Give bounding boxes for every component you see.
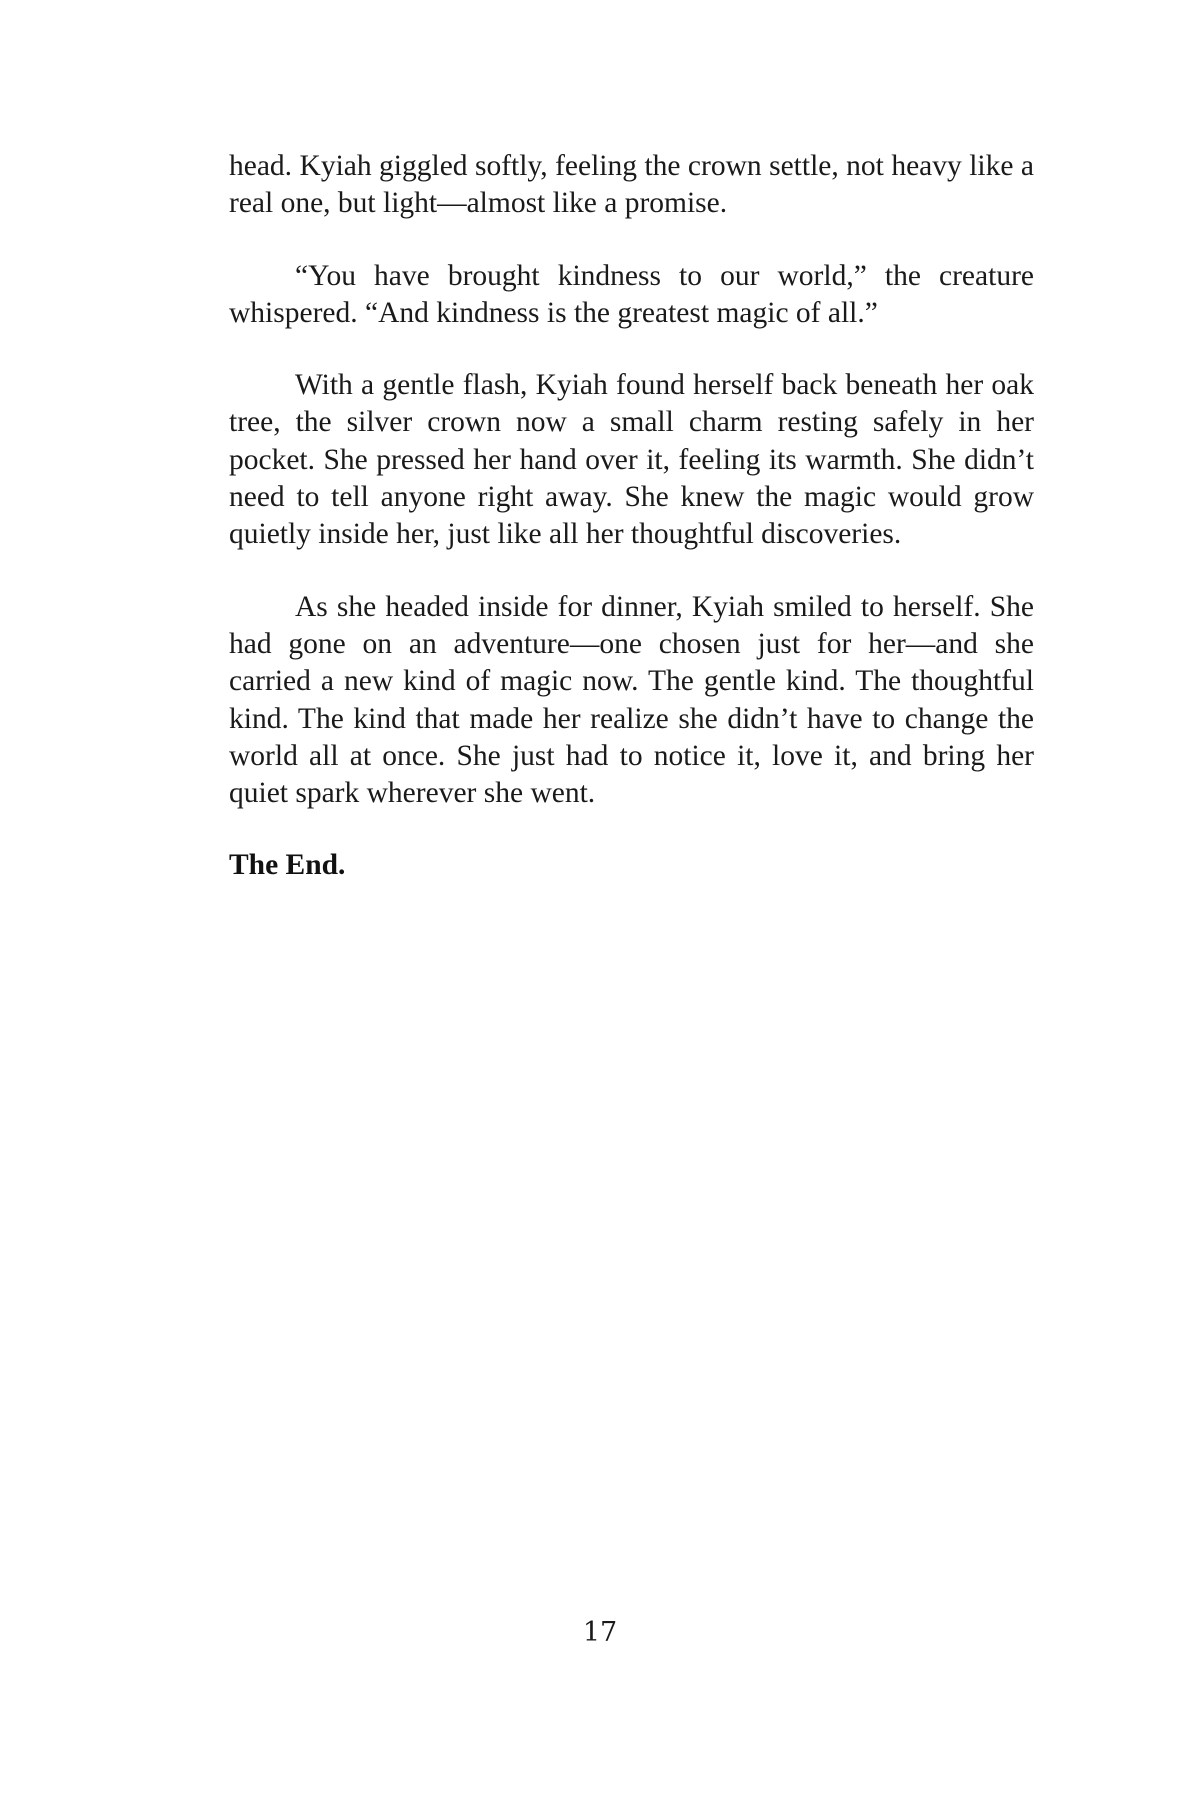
paragraph-2: “You have brought kindness to our world,” the creature whispered. “And kindness is the greatest magic of all.” (229, 259, 1034, 329)
page-number: 17 (582, 1617, 618, 1648)
the-end-heading: The End. (229, 849, 346, 882)
paragraph-3: With a gentle flash, Kyiah found herself back beneath her oak tree, the silver crown now a small charm resting safely in her pocket. She pressed her hand over it, feeling its warmth. She didn’t need to tell anyone right away. She knew the magic would grow quietly inside her, just like all her thoughtful discoveries. (229, 369, 1034, 551)
paragraph-4: As she headed inside for dinner, Kyiah smiled to herself. She had gone on an adventure—one chosen just for her—and she carried a new kind of magic now. The gentle kind. The thoughtful kind. The kind that made her realize she didn’t have to change the world all at once. She just had to notice it, love it, and bring her quiet spark wherever she went. (229, 590, 1034, 810)
paragraph-1: head. Kyiah giggled softly, feeling the crown settle, not heavy like a real one, but light—almost like a promise. (229, 150, 1034, 220)
story-text (229, 148, 1034, 885)
